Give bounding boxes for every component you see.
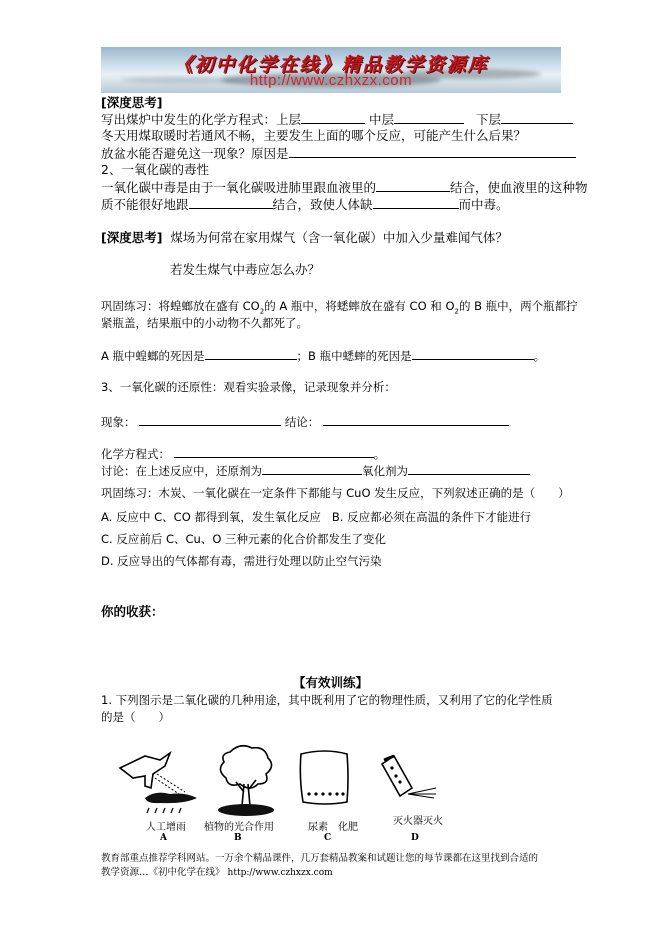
poisoning-question: 若发生煤气中毒应怎么办？: [170, 262, 321, 277]
text: 结合，使血液里的这种物: [450, 180, 588, 195]
option-a[interactable]: A. 反应中 C、CO 都得到氧，发生氧化反应: [101, 510, 321, 524]
footer-text: 教学资源…《初中化学在线》: [101, 867, 225, 878]
phenomenon-blank[interactable]: [139, 413, 281, 426]
figure-b-caption: 植物的光合作用: [204, 822, 274, 833]
equation-label: 化学方程式：: [101, 447, 170, 461]
figure-d-caption: 灭火器灭火: [393, 816, 443, 827]
figure-c-letter: C: [324, 833, 332, 843]
harvest-heading: 你的收获：: [101, 604, 164, 619]
text: 而中毒。: [458, 197, 509, 212]
fire-extinguisher-icon: [378, 754, 448, 804]
phenomenon-label: 现象：: [101, 415, 136, 429]
reducing-agent-blank[interactable]: [262, 462, 362, 475]
text: 的 B 瓶中，两个瓶都拧: [458, 299, 578, 313]
discussion-line: [101, 462, 530, 479]
figure-a-letter: A: [160, 833, 167, 843]
deep-thinking-2: [101, 230, 508, 246]
practice-2-question: 巩固练习：木炭、一氧化碳在一定条件下都能与 CuO 发生反应，下列叙述正确的是（ ）: [101, 486, 570, 500]
toxicity-line-1: [101, 179, 588, 196]
ventilation-question: 冬天用煤取暖时若通风不畅，主要发生上面的哪个反应，可能产生什么后果？: [101, 128, 527, 143]
bind-target-blank[interactable]: [189, 196, 273, 209]
oxidizing-agent-blank[interactable]: [408, 462, 530, 475]
training-q1-line-1: 1. 下列图示是二氧化碳的几种用途，其中既利用了它的物理性质，又利用了它的化学性质: [101, 693, 553, 707]
section-2-heading: 2、一氧化碳的毒性: [101, 162, 209, 177]
text: 。: [373, 447, 386, 461]
gas-odor-question: 煤场为何常在家用煤气（含一氧化碳）中加入少量难闻气体？: [170, 230, 508, 245]
text: 氧化剂为: [362, 464, 408, 478]
site-banner: [101, 47, 561, 93]
question-text: 放盆水能否避免这一现象？原因是: [101, 146, 289, 161]
question-text: 写出煤炉中发生的化学方程式：上层: [101, 112, 302, 127]
deficiency-blank[interactable]: [373, 196, 459, 209]
text: 讨论：在上述反应中，还原剂为: [101, 464, 262, 478]
subscript: 2: [454, 307, 459, 316]
bottle-b-answer-blank[interactable]: [412, 347, 534, 360]
conclusion-label: 结论：: [284, 415, 320, 429]
deep-thinking-heading-1: [深度思考]: [101, 95, 163, 110]
option-b[interactable]: B. 反应都必须在高温的条件下才能进行: [331, 510, 532, 524]
footer-url[interactable]: http://www.czhxzx.com: [227, 868, 333, 878]
practice-1-answers: [101, 347, 545, 364]
banner-title: 《初中化学在线》精品教学资源库: [173, 54, 489, 76]
figure-a-caption: 人工增雨: [146, 822, 186, 833]
fertilizer-bag-icon: [297, 748, 353, 808]
middle-layer-blank[interactable]: [394, 111, 464, 124]
upper-layer-blank[interactable]: [301, 111, 365, 124]
text: 。: [533, 349, 546, 363]
figure-b-letter: B: [234, 833, 242, 843]
reason-blank[interactable]: [289, 145, 576, 158]
text: 结合，致使人体缺: [272, 197, 373, 212]
training-q1-line-2: 的是（ ）: [101, 710, 170, 724]
toxicity-line-2: [101, 196, 509, 213]
text: 的 A 瓶中，将蟋蟀放在盛有 CO 和 O: [264, 299, 455, 313]
text: ；B 瓶中蟋蟀的死因是: [296, 349, 412, 363]
text: A 瓶中蝗螂的死因是: [101, 349, 205, 363]
banner-url[interactable]: http://www.czhxzx.com: [249, 72, 413, 89]
subscript: 2: [259, 307, 265, 316]
conclusion-blank[interactable]: [323, 413, 509, 426]
text: 巩固练习：将蝗螂放在盛有 CO: [101, 299, 260, 313]
water-question: [101, 145, 576, 162]
text: 质不能很好地跟: [101, 197, 189, 212]
option-c[interactable]: C. 反应前后 C、Cu、O 三种元素的化合价都发生了变化: [101, 532, 387, 546]
blood-component-blank[interactable]: [376, 179, 450, 192]
middle-label: 中层: [369, 112, 395, 127]
footer-line-1: 教育部重点推荐学科网站。一万余个精品课件，几万套精品教案和试题让您的每节课都在这里找到合适的: [101, 853, 539, 864]
equation-line: [101, 445, 385, 462]
footer-line-2: [101, 866, 561, 880]
footer: [101, 852, 561, 880]
option-a-b-line: [101, 509, 531, 525]
training-heading: 【有效训练】: [292, 675, 368, 690]
tree-icon: [210, 742, 280, 820]
section-3-heading: 3、一氧化碳的还原性：观看实验录像，记录现象并分析：: [101, 380, 396, 394]
text: 一氧化碳中毒是由于一氧化碳吸进肺里跟血液里的: [101, 180, 377, 195]
lower-label: 下层: [475, 112, 501, 127]
bottle-a-answer-blank[interactable]: [205, 347, 297, 360]
equation-blank[interactable]: [174, 445, 374, 458]
practice-1-line-2: 紧瓶盖，结果瓶中的小动物不久都死了。: [101, 316, 308, 330]
lower-layer-blank[interactable]: [501, 111, 573, 124]
figure-c-caption: 尿素 化肥: [308, 822, 358, 833]
airplane-rain-icon: [115, 748, 205, 818]
figure-d-letter: D: [411, 833, 419, 843]
option-d[interactable]: D. 反应导出的气体都有毒，需进行处理以防止空气污染: [101, 554, 382, 568]
deep-thinking-heading-2: [深度思考]: [101, 230, 163, 245]
phenomenon-conclusion-line: [101, 413, 509, 430]
equation-question: [101, 111, 573, 128]
